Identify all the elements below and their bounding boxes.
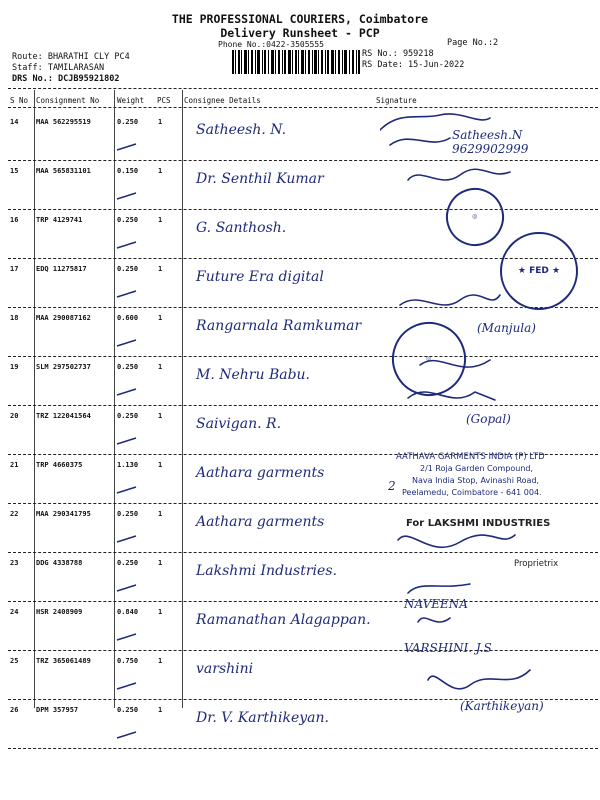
cell-consignment-no: TRP 4129741: [36, 216, 83, 224]
cell-weight: 0.250: [117, 706, 139, 714]
tick-mark-icon: [116, 338, 138, 348]
consignee-name: Aathara garments: [196, 514, 325, 530]
lakshmi-stamp-title: For LAKSHMI INDUSTRIES: [406, 518, 551, 529]
consignee-name: Dr. V. Karthikeyan.: [196, 710, 329, 726]
consignee-name: Future Era digital: [196, 269, 324, 285]
aathava-stamp-address: Peelamedu, Coimbatore - 641 004.: [402, 488, 542, 497]
phone-number: Phone No.:0422-3505555: [218, 40, 324, 49]
cell-pcs: 1: [158, 608, 163, 616]
consignee-name: varshini: [196, 661, 254, 677]
cell-pcs: 1: [158, 265, 163, 273]
cell-sno: 20: [10, 412, 19, 420]
cell-pcs: 1: [158, 314, 163, 322]
tick-mark-icon: [116, 534, 138, 544]
signature-text: VARSHINI. J.S: [404, 641, 492, 655]
company-stamp: ◎: [438, 180, 512, 254]
cell-consignment-no: HSR 2408909: [36, 608, 83, 616]
cell-weight: 0.250: [117, 118, 139, 126]
aathava-stamp-name: AATHAVA GARMENTS INDIA (P) LTD: [396, 452, 545, 462]
staff-label: Staff: TAMILARASAN: [12, 63, 105, 73]
row-divider: [8, 748, 598, 749]
header-top-rule: [8, 88, 598, 89]
cell-weight: 0.250: [117, 216, 139, 224]
cell-pcs: 1: [158, 363, 163, 371]
cell-consignment-no: EDQ 11275817: [36, 265, 87, 273]
cell-weight: 1.130: [117, 461, 139, 469]
consignee-name: Rangarnala Ramkumar: [196, 318, 362, 334]
signature-text: (Karthikeyan): [460, 699, 544, 713]
cell-consignment-no: TRZ 365061489: [36, 657, 91, 665]
cell-weight: 0.250: [117, 559, 139, 567]
cell-consignment-no: MAA 290087162: [36, 314, 91, 322]
consignee-name: Ramanathan Alagappan.: [196, 612, 371, 628]
consignee-name: Dr. Senthil Kumar: [196, 171, 324, 187]
rs-date: RS Date: 15-Jun-2022: [362, 60, 465, 70]
signature-text: Satheesh.N 9629902999: [452, 128, 529, 156]
cell-consignment-no: MAA 565831101: [36, 167, 91, 175]
cell-sno: 19: [10, 363, 19, 371]
col-pcs-header: PCS: [157, 96, 171, 105]
col-consignment-header: Consignment No: [36, 96, 100, 105]
tick-mark-icon: [116, 436, 138, 446]
consignee-name: Saivigan. R.: [196, 416, 282, 432]
signature-text: (Manjula): [477, 321, 536, 335]
aathava-stamp-address: Nava India Stop, Avinashi Road,: [412, 476, 540, 485]
tick-mark-icon: [116, 191, 138, 201]
rs-number: RS No.: 959218: [362, 49, 434, 59]
header-bottom-rule: [8, 107, 598, 108]
cell-consignment-no: TRZ 122041564: [36, 412, 91, 420]
page-number: Page No.:2: [447, 38, 499, 48]
document-title: THE PROFESSIONAL COURIERS, Coimbatore: [171, 12, 429, 26]
cell-weight: 0.250: [117, 265, 139, 273]
tick-mark-icon: [116, 730, 138, 740]
cell-pcs: 1: [158, 118, 163, 126]
cell-consignment-no: SLM 297502737: [36, 363, 91, 371]
tick-mark-icon: [116, 289, 138, 299]
tick-mark-icon: [116, 240, 138, 250]
signature-text: 2: [388, 479, 396, 493]
cell-sno: 22: [10, 510, 19, 518]
cell-pcs: 1: [158, 510, 163, 518]
cell-pcs: 1: [158, 167, 163, 175]
cell-pcs: 1: [158, 657, 163, 665]
cell-weight: 0.250: [117, 412, 139, 420]
tick-mark-icon: [116, 387, 138, 397]
cell-consignment-no: TRP 4660375: [36, 461, 83, 469]
cell-consignment-no: MAA 562295519: [36, 118, 91, 126]
cell-consignment-no: DDG 4338788: [36, 559, 83, 567]
cell-weight: 0.600: [117, 314, 139, 322]
cell-sno: 21: [10, 461, 19, 469]
cell-sno: 26: [10, 706, 19, 714]
cell-consignment-no: MAA 290341795: [36, 510, 91, 518]
aathava-stamp-address: 2/1 Roja Garden Compound,: [420, 464, 534, 473]
cell-sno: 15: [10, 167, 19, 175]
tick-mark-icon: [116, 681, 138, 691]
cell-weight: 0.250: [117, 510, 139, 518]
tick-mark-icon: [116, 583, 138, 593]
cell-sno: 25: [10, 657, 19, 665]
cell-pcs: 1: [158, 216, 163, 224]
consignee-name: G. Santhosh.: [196, 220, 287, 236]
cell-weight: 0.750: [117, 657, 139, 665]
signature-text: (Gopal): [466, 412, 511, 426]
cell-pcs: 1: [158, 559, 163, 567]
lakshmi-stamp-role: Proprietrix: [514, 559, 559, 569]
consignee-name: Lakshmi Industries.: [196, 563, 337, 579]
consignee-name: M. Nehru Babu.: [196, 367, 311, 383]
cell-sno: 18: [10, 314, 19, 322]
cell-sno: 14: [10, 118, 19, 126]
route-label: Route: BHARATHI CLY PC4: [12, 52, 130, 62]
handwritten-signatures: [380, 110, 600, 710]
cell-sno: 16: [10, 216, 19, 224]
company-round-stamp: ◎: [380, 310, 478, 408]
tick-mark-icon: [116, 485, 138, 495]
col-sno-header: S No: [10, 96, 29, 105]
drs-number: DRS No.: DCJB95921802: [12, 74, 120, 84]
document-subtitle: Delivery Runsheet - PCP: [220, 26, 380, 40]
cell-sno: 23: [10, 559, 19, 567]
barcode-image: [232, 50, 360, 74]
tick-mark-icon: [116, 632, 138, 642]
col-details-header: Consignee Details: [184, 96, 261, 105]
tick-mark-icon: [116, 142, 138, 152]
cell-weight: 0.150: [117, 167, 139, 175]
cell-sno: 17: [10, 265, 19, 273]
signature-text: NAVEENA: [404, 597, 468, 611]
cell-weight: 0.250: [117, 363, 139, 371]
col-signature-header: Signature: [376, 96, 417, 105]
col-weight-header: Weight: [117, 96, 145, 105]
cell-weight: 0.840: [117, 608, 139, 616]
cell-consignment-no: DPM 357957: [36, 706, 79, 714]
cell-pcs: 1: [158, 706, 163, 714]
cell-pcs: 1: [158, 412, 163, 420]
cell-sno: 24: [10, 608, 19, 616]
consignee-name: Aathara garments: [196, 465, 325, 481]
future-era-digital-stamp: ★ FED ★: [500, 232, 578, 310]
consignee-name: Satheesh. N.: [196, 122, 287, 138]
cell-pcs: 1: [158, 461, 163, 469]
